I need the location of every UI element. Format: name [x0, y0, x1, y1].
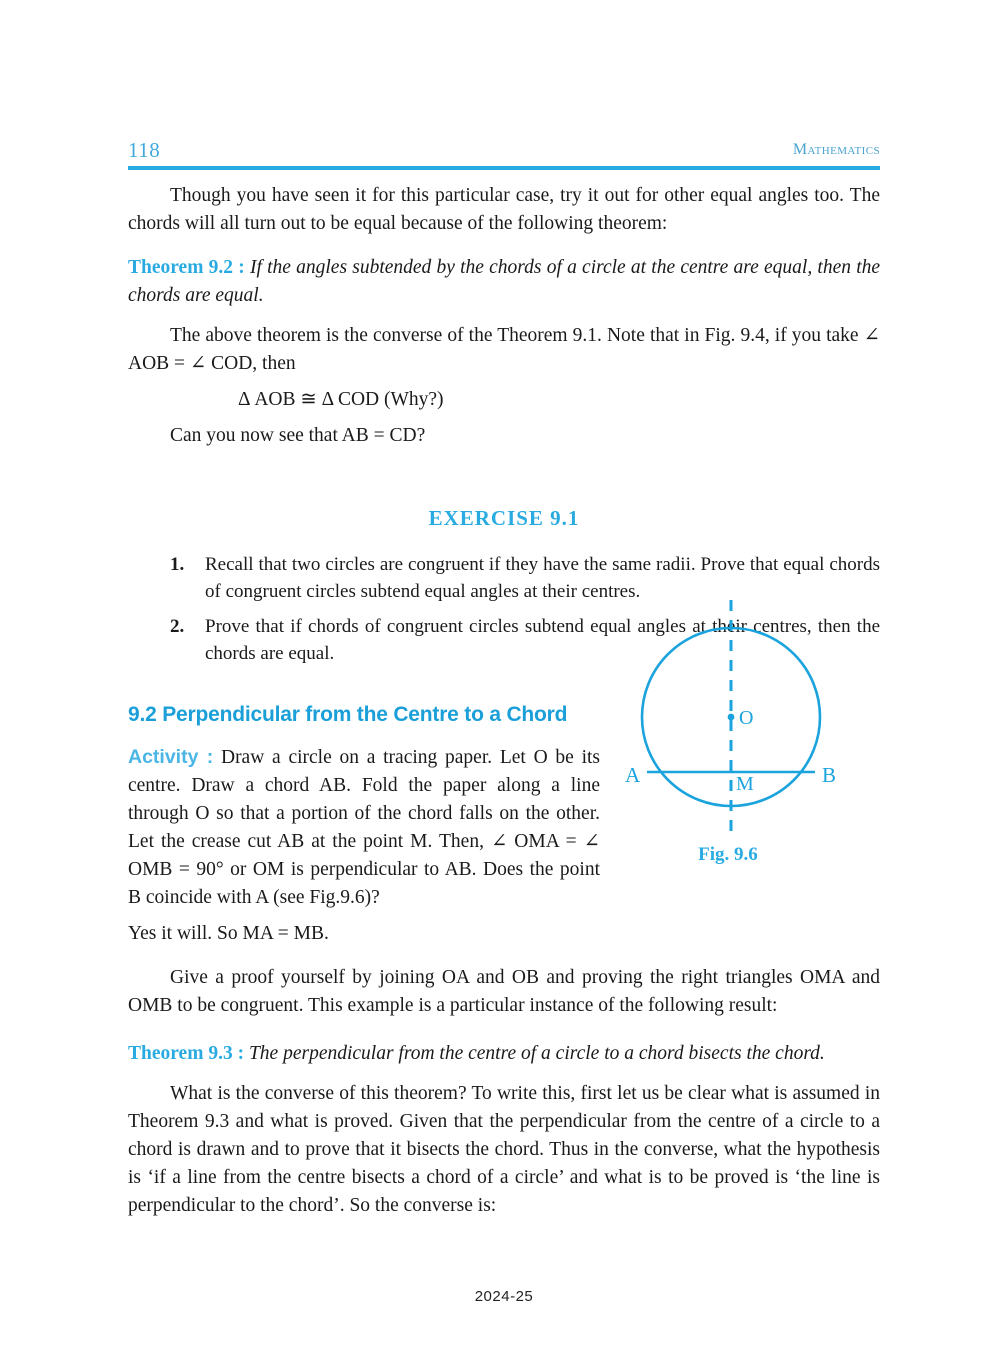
figure-caption: Fig. 9.6	[698, 844, 758, 865]
theorem-9-2	[128, 254, 880, 310]
exercise-heading: EXERCISE 9.1	[428, 506, 580, 530]
theorem-9-3	[128, 1040, 880, 1068]
paragraph-converse: The above theorem is the converse of the Theorem 9.1. Note that in Fig. 9.4, if you take ∠ AOB = ∠ COD, then	[128, 325, 880, 374]
figure-9-6	[608, 592, 888, 882]
label-o: O	[739, 707, 754, 729]
theorem-9-3-statement: The perpendicular from the centre of a circle to a chord bisects the chord.	[248, 1043, 825, 1064]
page-number: 118	[128, 138, 161, 162]
spacer	[128, 948, 880, 964]
spacer	[128, 238, 880, 254]
list-item-number: 1.	[170, 554, 185, 575]
list-item-number: 2.	[170, 616, 185, 637]
running-head: Mathematics	[792, 141, 880, 158]
spacer	[128, 531, 880, 551]
page-footer: 2024-25	[474, 1288, 534, 1305]
theorem-9-3-label: Theorem 9.3 :	[128, 1043, 245, 1064]
spacer	[128, 450, 880, 478]
label-m: M	[736, 773, 754, 795]
paragraph-what-is-converse: What is the converse of this theorem? To write this, first let us be clear what is assumed in Theorem 9.3 and what is proved. Given that the perpendicular from the centre of a circle to a chord is drawn and to prove that it bisects the chord. Thus in the converse, what the hypothesis is ‘if a line from the centre bisects a chord of a circle’ and what is to be proved is ‘the line is perpendicular to the chord’. So the converse is:	[128, 1083, 880, 1216]
spacer	[128, 1068, 880, 1080]
paragraph-intro: Though you have seen it for this particular case, try it out for other equal angles too. The chords will all turn out to be equal because of the following theorem:	[128, 185, 880, 234]
list-item-text: Recall that two circles are congruent if they have the same radii. Prove that equal chords of congruent circles subtend equal angles at their centres.	[205, 554, 880, 602]
spacer	[128, 912, 880, 920]
label-a: A	[625, 763, 641, 787]
label-b: B	[822, 763, 837, 787]
spacer	[128, 378, 880, 386]
activity-label: Activity :	[128, 746, 214, 768]
paragraph-proof-hint: Give a proof yourself by joining OA and OB and proving the right triangles OMA and OMB to be congruent. This example is a particular instance of the following result:	[128, 967, 880, 1016]
list-item-text: Prove that if chords of congruent circles subtend equal angles at their centres, then the chords are equal.	[205, 616, 880, 664]
paragraph-question: Can you now see that AB = CD?	[170, 425, 426, 446]
figure-9-6-svg	[608, 592, 888, 842]
section-heading-9-2: 9.2 Perpendicular from the Centre to a Chord	[128, 703, 568, 726]
math-congruence-line: Δ AOB ≅ Δ COD (Why?)	[238, 389, 444, 410]
centre-point-o	[728, 714, 735, 721]
spacer	[128, 310, 880, 322]
spacer	[128, 414, 880, 422]
spacer	[128, 478, 880, 506]
activity-paragraph	[128, 743, 600, 912]
page-header	[128, 138, 880, 168]
theorem-9-2-label: Theorem 9.2 :	[128, 257, 245, 278]
theorem-9-2-statement: If the angles subtended by the chords of a circle at the centre are equal, then the chords are equal.	[128, 257, 881, 306]
header-rule	[128, 166, 880, 170]
activity-tail: Yes it will. So MA = MB.	[128, 923, 329, 944]
spacer	[128, 1020, 880, 1040]
activity-text: Draw a circle on a tracing paper. Let O be its centre. Draw a chord AB. Fold the paper along a line through O so that a portion of the chord falls on the other. Let the crease cut AB at the point M. Then, ∠ OMA = ∠ OMB = 90° or OM is perpendicular to AB. Does the point B coincide with A (see Fig.9.6)?	[128, 747, 601, 908]
